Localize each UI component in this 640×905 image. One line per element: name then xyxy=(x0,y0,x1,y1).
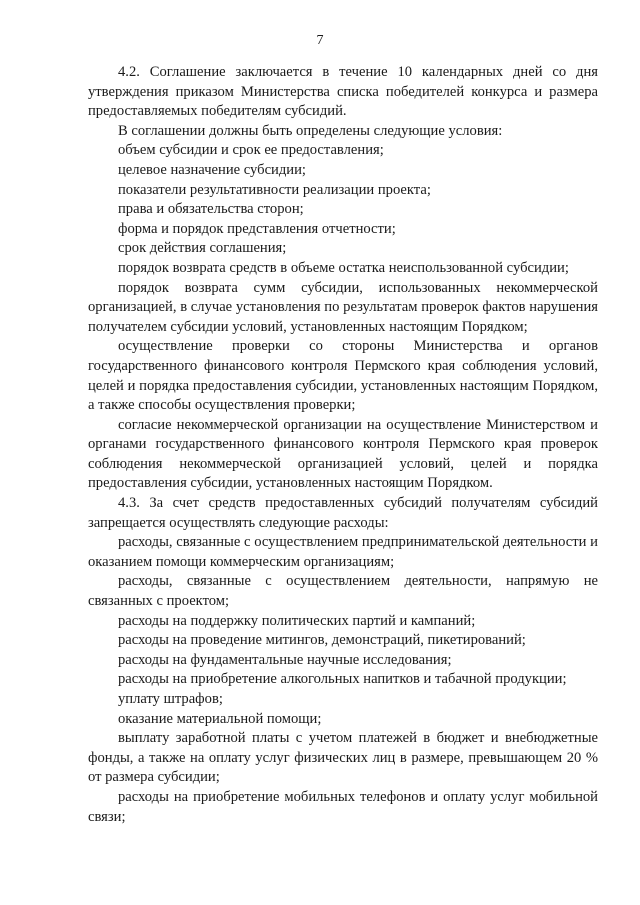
list-item: срок действия соглашения; xyxy=(118,240,287,257)
list-item: расходы на приобретение мобильных телефонов и оплату услуг мобильной связи; xyxy=(88,788,598,825)
page-number: 7 xyxy=(316,33,324,48)
list-item: выплату заработной платы с учетом платежей в бюджет и внебюджетные фонды, а также на оплату услуг физических лиц в размере, превышающем 20 % от размера субсидии; xyxy=(88,730,598,786)
list-item: расходы на проведение митингов, демонстраций, пикетирований; xyxy=(118,632,526,649)
list-item: расходы на поддержку политических партий и кампаний; xyxy=(118,612,476,629)
list-item: показатели результативности реализации проекта; xyxy=(118,181,431,198)
list-item: осуществление проверки со стороны Министерства и органов государственного финансового контроля Пермского края соблюдения условий, целей и порядка предоставления субсидии, установленных настоящим Порядком, а также способы осуществления проверки; xyxy=(88,338,598,414)
list-item: объем субсидии и срок ее предоставления; xyxy=(118,142,384,159)
list-item: уплату штрафов; xyxy=(118,691,223,707)
list-item: расходы на фундаментальные научные исследования; xyxy=(118,651,452,668)
paragraph-4-3: 4.3. За счет средств предоставленных субсидий получателям субсидий запрещается осуществлять следующие расходы: xyxy=(88,495,598,531)
list-item: целевое назначение субсидии; xyxy=(118,161,306,178)
list-item: согласие некоммерческой организации на осуществление Министерством и органами государственного финансового контроля Пермского края проверок соблюдения некоммерческой организацией условий, целей и порядка предоставления субсидии, установленных настоящим Порядком. xyxy=(88,416,598,492)
list-item: расходы, связанные с осуществлением предпринимательской деятельности и оказанием помощи коммерческим организациям; xyxy=(88,534,598,570)
list-item: порядок возврата средств в объеме остатка неиспользованной субсидии; xyxy=(118,259,569,276)
list-item: расходы на приобретение алкогольных напитков и табачной продукции; xyxy=(118,671,567,688)
list-item: оказание материальной помощи; xyxy=(118,710,322,727)
list-item: порядок возврата сумм субсидии, использованных некоммерческой организацией, в случае установления по результатам проверок фактов нарушения получателем субсидии условий, установленных настоящим Порядком; xyxy=(88,279,598,335)
list-item: расходы, связанные с осуществлением деятельности, напрямую не связанных с проектом; xyxy=(88,573,598,610)
paragraph-conditions-intro: В соглашении должны быть определены следующие условия: xyxy=(118,122,503,139)
list-item: форма и порядок представления отчетности; xyxy=(118,220,396,237)
list-item: права и обязательства сторон; xyxy=(118,201,304,218)
paragraph-4-2: 4.2. Соглашение заключается в течение 10 календарных дней со дня утверждения приказом Министерства списка победителей конкурса и размера предоставляемых победителям субсидий. xyxy=(88,64,598,120)
document-body xyxy=(88,63,598,827)
